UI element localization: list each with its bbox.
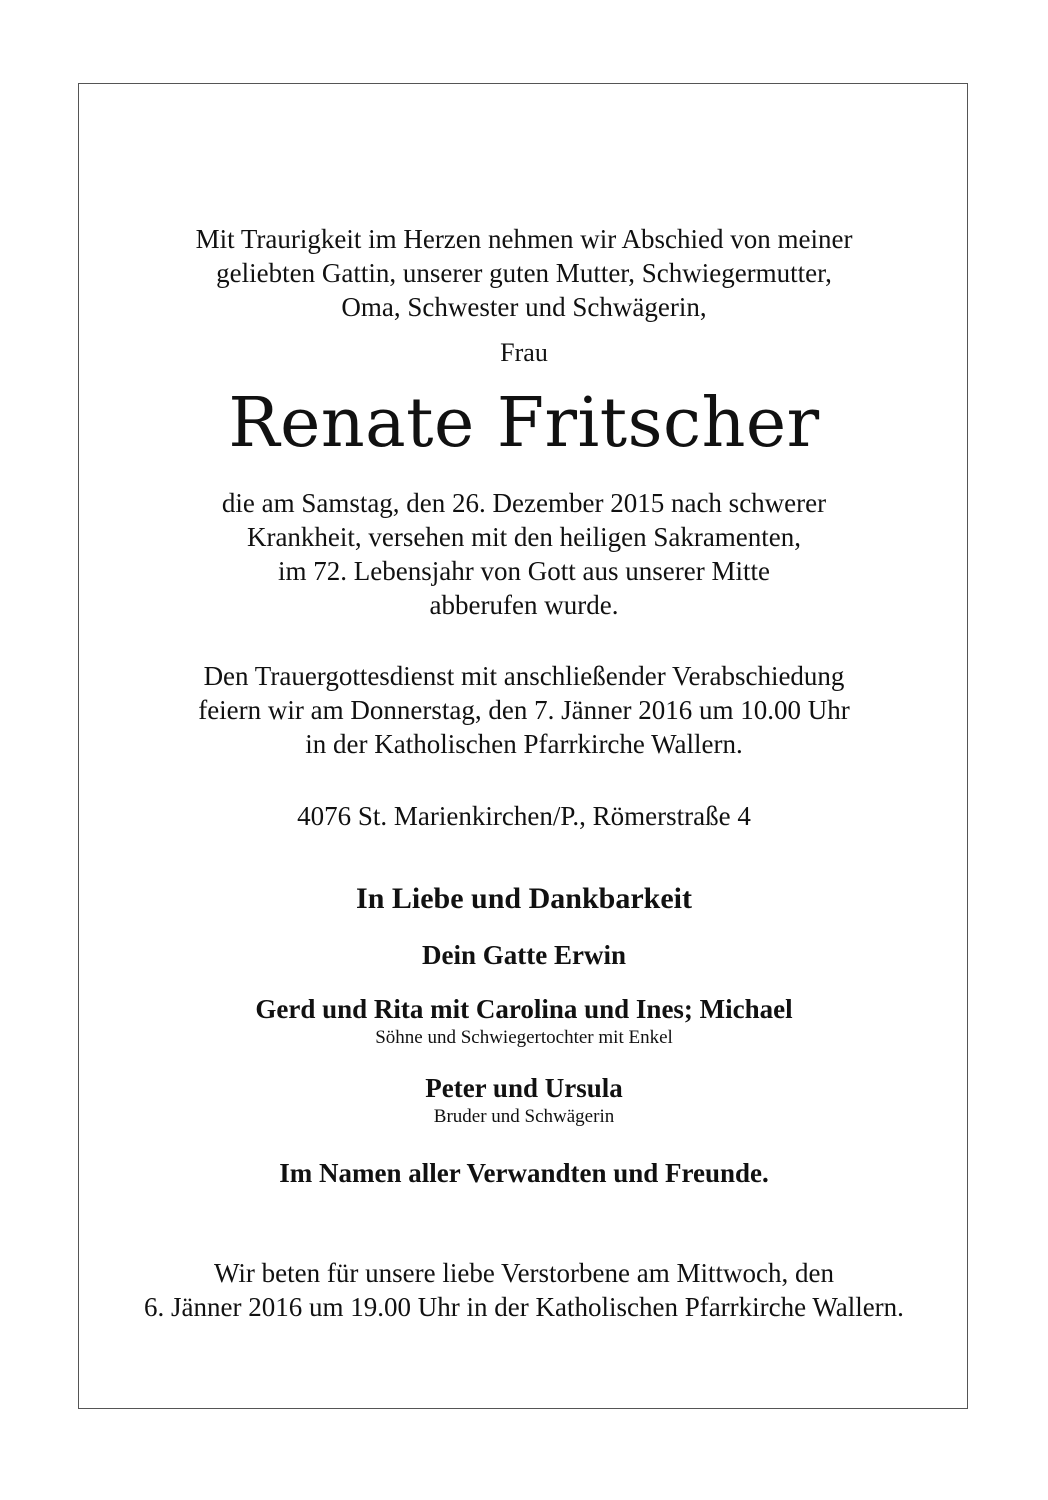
service-line: feiern wir am Donnerstag, den 7. Jänner 2016 um 10.00 Uhr xyxy=(198,695,850,725)
mourner-children-relation: Söhne und Schwiegertochter mit Enkel xyxy=(375,1027,673,1048)
closing-phrase: In Liebe und Dankbarkeit xyxy=(356,882,692,915)
death-line: Krankheit, versehen mit den heiligen Sakramenten, xyxy=(246,522,802,552)
prayer-info xyxy=(0,1256,1048,1324)
intro-line: Oma, Schwester und Schwägerin, xyxy=(341,292,707,322)
service-line: in der Katholischen Pfarrkirche Wallern. xyxy=(305,729,743,759)
service-line: Den Trauergottesdienst mit anschließender Verabschiedung xyxy=(203,661,845,691)
prayer-line: 6. Jänner 2016 um 19.00 Uhr in der Katholischen Pfarrkirche Wallern. xyxy=(144,1292,904,1322)
mourner-siblings: Peter und Ursula xyxy=(425,1073,623,1103)
salutation: Frau xyxy=(500,338,548,367)
death-line: die am Samstag, den 26. Dezember 2015 nach schwerer xyxy=(221,488,827,518)
intro-text xyxy=(0,222,1048,324)
death-line: abberufen wurde. xyxy=(429,590,619,620)
death-announcement xyxy=(0,486,1048,622)
family-address: 4076 St. Marienkirchen/P., Römerstraße 4 xyxy=(297,801,751,831)
deceased-name: Renate Fritscher xyxy=(228,384,820,463)
intro-line: geliebten Gattin, unserer guten Mutter, Schwiegermutter, xyxy=(216,258,832,288)
death-line: im 72. Lebensjahr von Gott aus unserer Mitte xyxy=(278,556,770,586)
mourner-siblings-relation: Bruder und Schwägerin xyxy=(433,1106,615,1127)
funeral-service-info xyxy=(0,659,1048,761)
prayer-line: Wir beten für unsere liebe Verstorbene am Mittwoch, den xyxy=(214,1258,834,1288)
intro-line: Mit Traurigkeit im Herzen nehmen wir Abschied von meiner xyxy=(195,224,853,254)
mourner-husband: Dein Gatte Erwin xyxy=(422,940,626,970)
mourner-children: Gerd und Rita mit Carolina und Ines; Michael xyxy=(255,994,793,1024)
mourner-all: Im Namen aller Verwandten und Freunde. xyxy=(279,1158,769,1188)
